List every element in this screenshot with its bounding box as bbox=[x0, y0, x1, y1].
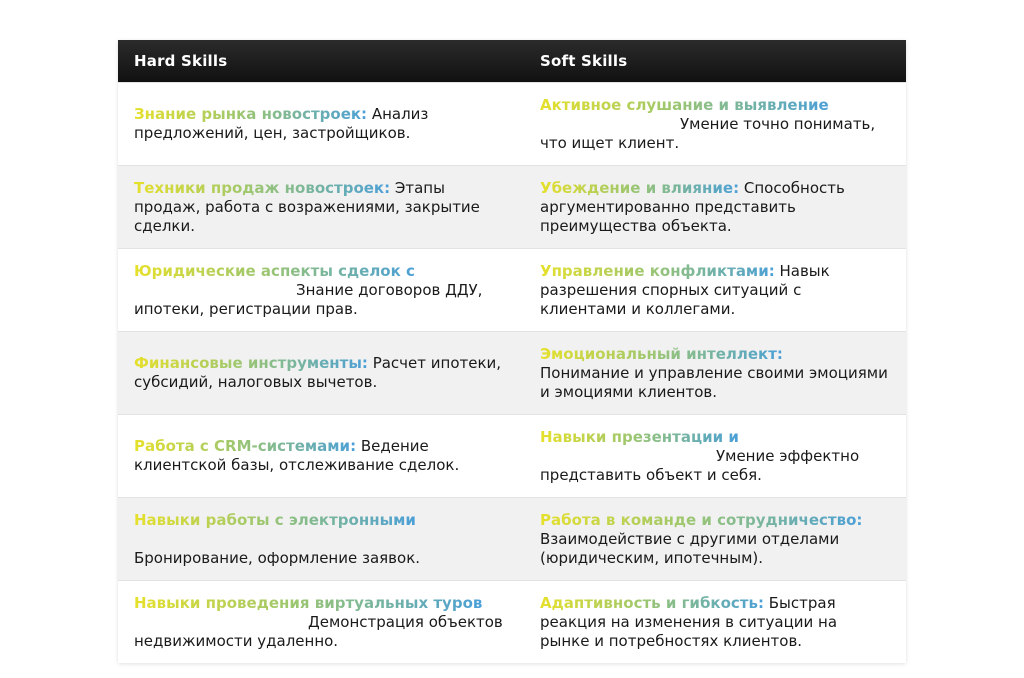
soft-skill-desc: Понимание и управление своими эмоциями и эмоциями клиентов. bbox=[540, 363, 888, 401]
soft-skill-cell bbox=[524, 166, 906, 249]
soft-skill-desc: Быстрая реакция на изменения в ситуации на рынке и потребностях клиентов. bbox=[540, 593, 838, 650]
soft-skill-desc: Умение точно понимать, что ищет клиент. bbox=[540, 114, 876, 152]
hard-skill-cell bbox=[118, 415, 524, 498]
soft-skill-cell bbox=[524, 83, 906, 166]
table-row bbox=[118, 498, 906, 581]
table-row bbox=[118, 332, 906, 415]
soft-skill-cell bbox=[524, 498, 906, 581]
soft-skill-desc: Умение эффектно представить объект и себя. bbox=[540, 446, 860, 484]
header-hard-skills: Hard Skills bbox=[118, 40, 524, 83]
hard-skill-desc: Демонстрация объектов недвижимости удаленно. bbox=[134, 612, 503, 650]
hard-skill-title: Юридические аспекты сделок с bbox=[134, 261, 415, 280]
soft-skill-desc: Навык разрешения спорных ситуаций с клиентами и коллегами. bbox=[540, 261, 830, 318]
hard-skill-cell bbox=[118, 166, 524, 249]
skills-table-container bbox=[118, 40, 906, 663]
soft-skill-title: Эмоциональный интеллект: bbox=[540, 344, 783, 363]
soft-skill-desc: Способность аргументированно представить преимущества объекта. bbox=[540, 178, 845, 235]
header-soft-skills: Soft Skills bbox=[524, 40, 906, 83]
soft-skill-desc: Взаимодействие с другими отделами (юридическим, ипотечным). bbox=[540, 529, 840, 567]
hard-skill-desc: Знание договоров ДДУ, ипотеки, регистрации прав. bbox=[134, 280, 483, 318]
hard-skill-title: Навыки проведения виртуальных туров bbox=[134, 593, 483, 612]
table-row bbox=[118, 415, 906, 498]
soft-skill-cell bbox=[524, 415, 906, 498]
table-row bbox=[118, 581, 906, 664]
soft-skill-title: Управление конфликтами: bbox=[540, 261, 775, 280]
hard-skill-desc: Ведение клиентской базы, отслеживание сделок. bbox=[134, 437, 460, 474]
soft-skill-cell bbox=[524, 249, 906, 332]
hard-skill-title: Техники продаж новостроек: bbox=[134, 178, 391, 197]
hard-skill-desc: Расчет ипотеки, субсидий, налоговых вычетов. bbox=[134, 354, 502, 391]
hard-skill-desc: Бронирование, оформление заявок. bbox=[134, 548, 421, 567]
soft-skill-title: Адаптивность и гибкость: bbox=[540, 593, 764, 612]
soft-skill-title: Активное слушание и выявление bbox=[540, 95, 829, 114]
hard-skill-cell bbox=[118, 249, 524, 332]
skills-table bbox=[118, 40, 906, 663]
table-header-row bbox=[118, 40, 906, 83]
hard-skill-cell bbox=[118, 581, 524, 664]
hard-skill-cell bbox=[118, 498, 524, 581]
soft-skill-cell bbox=[524, 581, 906, 664]
hard-skill-cell bbox=[118, 83, 524, 166]
hard-skill-title: Работа с CRM-системами: bbox=[134, 437, 357, 455]
soft-skill-title: Работа в команде и сотрудничество: bbox=[540, 510, 863, 529]
table-row bbox=[118, 166, 906, 249]
hard-skill-cell bbox=[118, 332, 524, 415]
hard-skill-desc: Анализ предложений, цен, застройщиков. bbox=[134, 105, 429, 142]
table-row bbox=[118, 83, 906, 166]
hard-skill-title: Финансовые инструменты: bbox=[134, 354, 368, 372]
hard-skill-title: Навыки работы с электронными bbox=[134, 510, 416, 529]
soft-skill-title: Убеждение и влияние: bbox=[540, 178, 740, 197]
hard-skill-desc: Этапы продаж, работа с возражениями, закрытие сделки. bbox=[134, 178, 480, 235]
table-row bbox=[118, 249, 906, 332]
soft-skill-title: Навыки презентации и bbox=[540, 427, 739, 446]
hard-skill-title: Знание рынка новостроек: bbox=[134, 105, 368, 123]
soft-skill-cell bbox=[524, 332, 906, 415]
